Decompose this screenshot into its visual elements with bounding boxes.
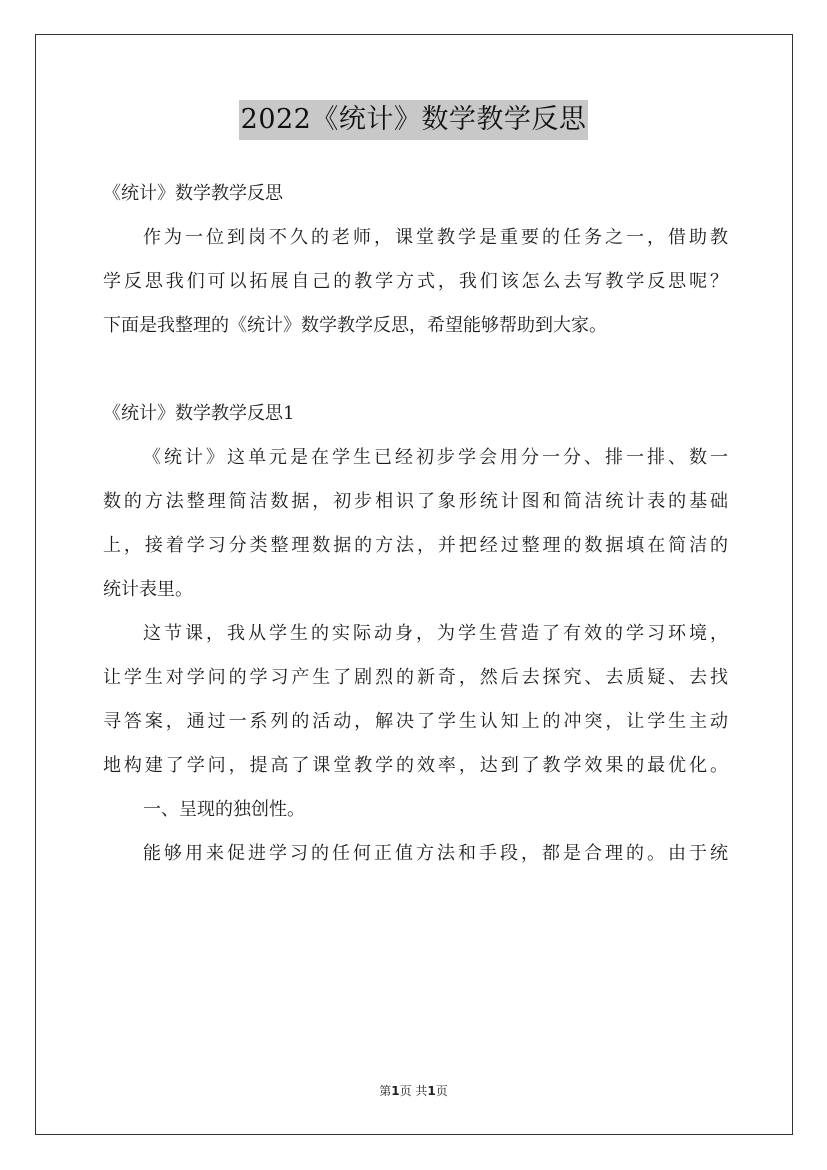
paragraph-line: 寻答案，通过一系列的活动，解决了学生认知上的冲突，让学生主动: [103, 711, 728, 732]
paragraph-line: 《统计》这单元是在学生已经初步学会用分一分、排一排、数一: [143, 447, 728, 468]
paragraph-line: 统计表里。: [103, 579, 193, 600]
subtitle-line: 《统计》数学教学反思: [103, 183, 283, 204]
paragraph-line: 下面是我整理的《统计》数学教学反思，希望能够帮助到大家。: [103, 315, 607, 336]
page-footer: [0, 1082, 827, 1099]
paragraph-line: 这节课，我从学生的实际动身，为学生营造了有效的学习环境，: [143, 623, 728, 644]
spacer: [103, 348, 728, 392]
footer-label: 页 共: [399, 1084, 428, 1098]
paragraph-line: 地构建了学问，提高了课堂教学的效率，达到了教学效果的最优化。: [103, 755, 728, 776]
section-heading: 《统计》数学教学反思1: [103, 403, 295, 424]
footer-label: 页: [435, 1084, 448, 1098]
paragraph-line: 作为一位到岗不久的老师，课堂教学是重要的任务之一，借助教: [143, 227, 728, 248]
document-body: [103, 172, 728, 876]
paragraph-line: 让学生对学问的学习产生了剧烈的新奇，然后去探究、去质疑、去找: [103, 667, 728, 688]
footer-page-current: 1: [391, 1084, 400, 1098]
document-title: 2022《统计》数学教学反思: [239, 100, 589, 140]
paragraph-line: 数的方法整理简洁数据，初步相识了象形统计图和简洁统计表的基础: [103, 491, 728, 512]
paragraph-line: 能够用来促进学习的任何正值方法和手段，都是合理的。由于统: [143, 843, 728, 864]
footer-label: 第: [379, 1084, 392, 1098]
title-wrap: [0, 100, 827, 140]
footer-page-total: 1: [427, 1084, 436, 1098]
list-heading: 一、呈现的独创性。: [143, 799, 305, 820]
paragraph-line: 上，接着学习分类整理数据的方法，并把经过整理的数据填在简洁的: [103, 535, 728, 556]
paragraph-line: 学反思我们可以拓展自己的教学方式，我们该怎么去写教学反思呢？: [103, 271, 728, 292]
